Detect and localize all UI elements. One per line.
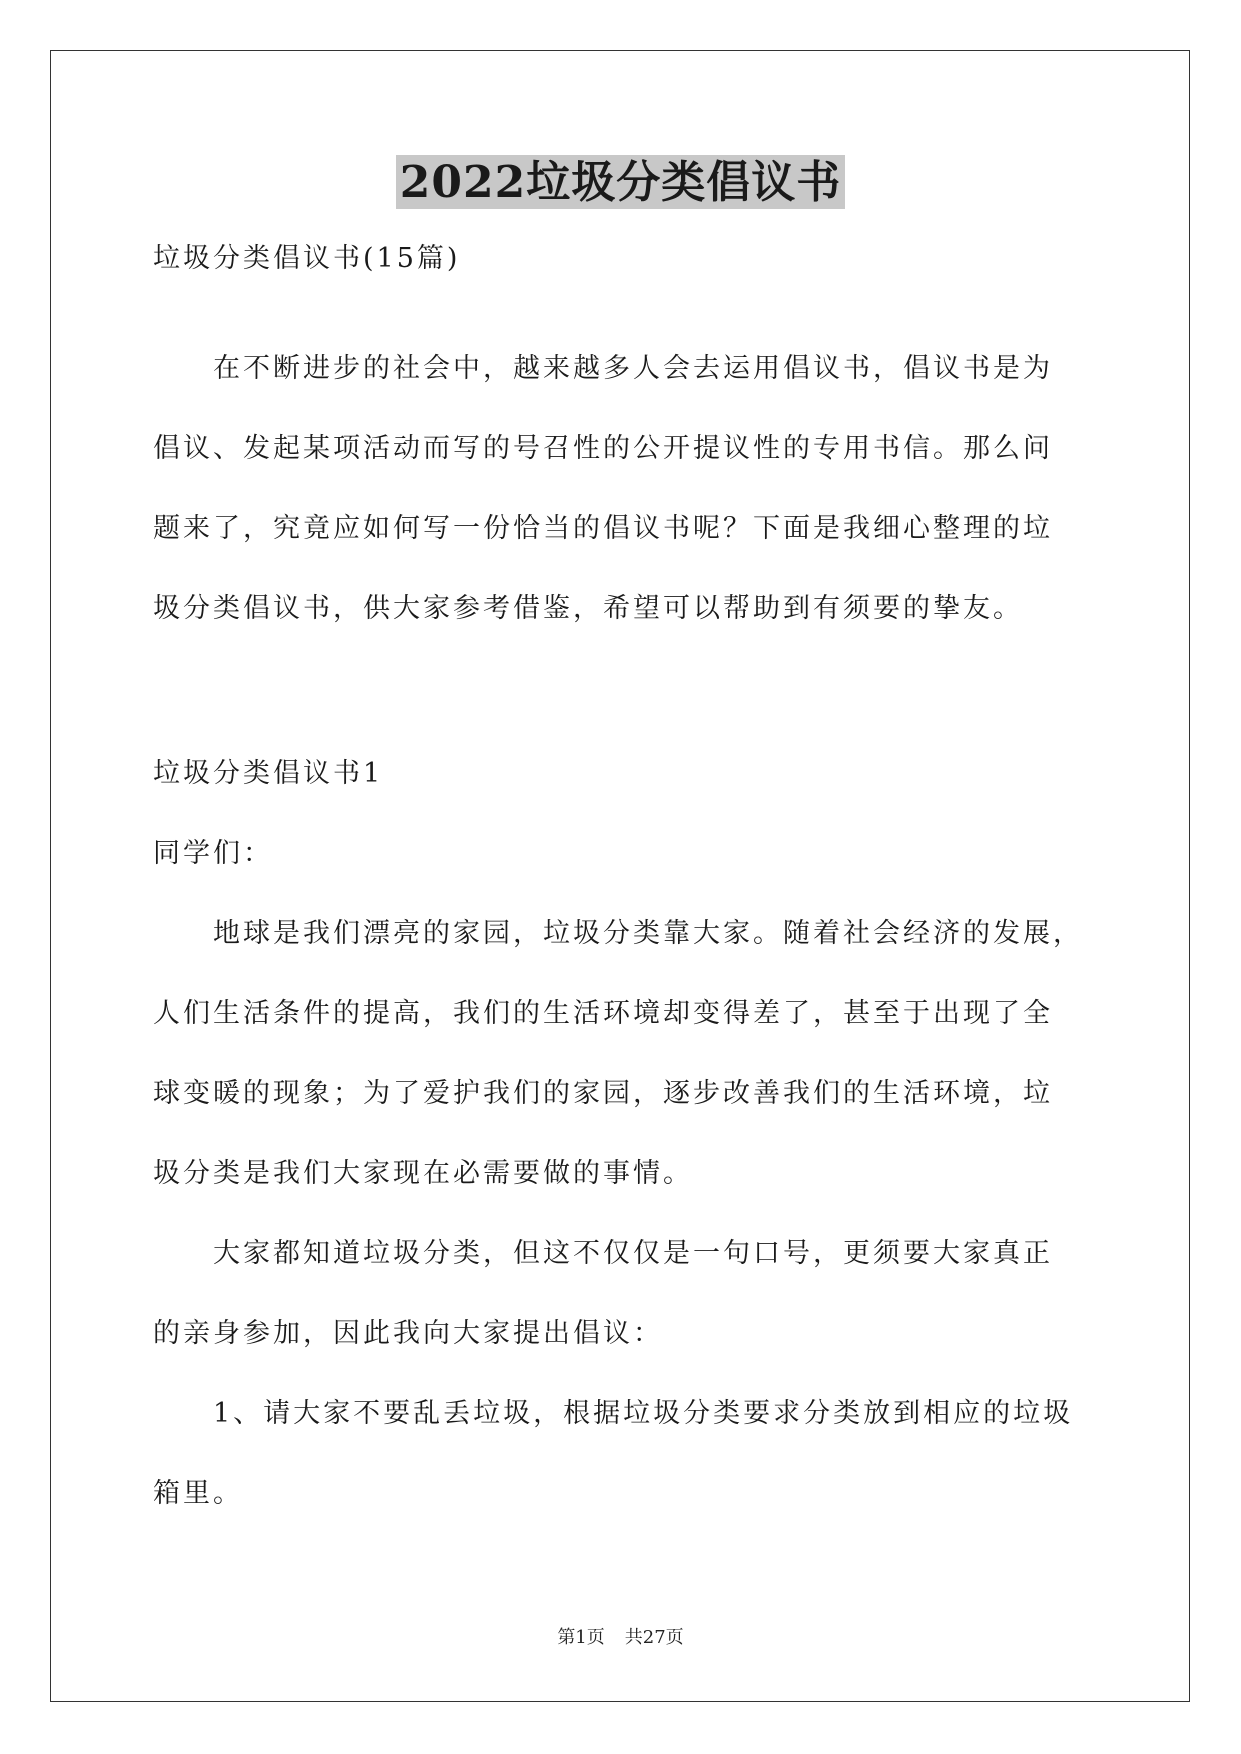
list-item-line: 箱里。 [153,1478,243,1509]
body-paragraph-line: 圾分类是我们大家现在必需要做的事情。 [153,1158,693,1189]
total-pages: 共27页 [624,1627,684,1648]
body-paragraph-line: 大家都知道垃圾分类，但这不仅仅是一句口号，更须要大家真正 [213,1238,1053,1269]
intro-paragraph-line: 圾分类倡议书，供大家参考借鉴，希望可以帮助到有须要的挚友。 [153,593,1023,624]
page-border [50,50,1190,1702]
list-item-line: 1、请大家不要乱丢垃圾，根据垃圾分类要求分类放到相应的垃圾 [213,1398,1074,1429]
intro-paragraph-line: 题来了，究竟应如何写一份恰当的倡议书呢？下面是我细心整理的垃 [153,513,1053,544]
salutation: 同学们： [153,838,273,869]
page-footer [0,1626,1241,1650]
intro-paragraph-line: 在不断进步的社会中，越来越多人会去运用倡议书，倡议书是为 [213,353,1053,384]
document-title [0,155,1241,209]
section-heading: 垃圾分类倡议书1 [153,758,384,789]
intro-paragraph-line: 倡议、发起某项活动而写的号召性的公开提议性的专用书信。那么问 [153,433,1053,464]
page-number: 第1页 [557,1627,605,1648]
document-title-text: 2022垃圾分类倡议书 [396,155,845,209]
body-paragraph-line: 球变暖的现象；为了爱护我们的家园，逐步改善我们的生活环境，垃 [153,1078,1053,1109]
subtitle: 垃圾分类倡议书(15篇) [153,243,461,274]
body-paragraph-line: 地球是我们漂亮的家园，垃圾分类靠大家。随着社会经济的发展， [213,918,1083,949]
body-paragraph-line: 人们生活条件的提高，我们的生活环境却变得差了，甚至于出现了全 [153,998,1053,1029]
body-paragraph-line: 的亲身参加，因此我向大家提出倡议： [153,1318,663,1349]
